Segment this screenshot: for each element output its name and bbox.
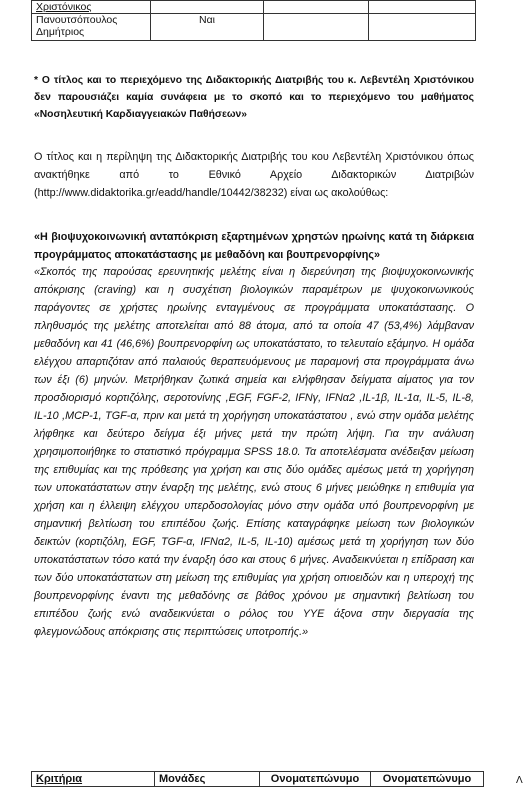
footnote: * Ο τίτλος και το περιεχόμενο της Διδακτορικής Διατριβής του κ. Λεβεντέλη Χριστόνικου δεν παρουσιάζει καμία συνάφεια με το σκοπό και το περιεχόμενο του μαθήματος «Νοσηλευτική Καρδιαγγειακών Παθήσεων» [34, 75, 474, 120]
empty-cell [369, 1, 476, 14]
answer-cell [151, 1, 264, 14]
empty-cell [264, 14, 369, 41]
empty-cell [369, 14, 476, 41]
table-header-row [32, 772, 484, 787]
member-name-cell: Πανουτσόπουλος Δημήτριος [32, 14, 151, 41]
criteria-table [31, 771, 484, 787]
header-name-2: Ονοματεπώνυμο [371, 772, 484, 787]
empty-cell [264, 1, 369, 14]
table-row [32, 1, 476, 14]
intro-paragraph: Ο τίτλος και η περίληψη της Διδακτορικής Διατριβής του κου Λεβεντέλη Χριστόνικου όπως ανακτήθηκε από το Εθνικό Αρχείο Διδακτορικών Διατριβών (http://www.didaktorika.gr/eadd/handle/10442/38232) είναι ως ακολούθως: [34, 151, 474, 199]
members-table [31, 0, 476, 41]
thesis-abstract: «Σκοπός της παρούσας ερευνητικής μελέτης είναι η διερεύνηση της βιοψυχοκοινωνικής απόκρισης (craving) και η συσχέτιση βιολογικών παραμέτρων με ψυχοκοινωνικούς παράγοντες σε χρήστες ηρωίνης ενταγμένους σε προγράμματα υποκατάστασης. Ο πληθυσμός της μελέτης αποτελείται από 88 άτομα, από τα οποία 47 (53,4%) λάμβαναν μεθαδόνη και 41 (46,6%) βουπρενορφίνη ως υποκατάστατο, το τελευταίο εξάμηνο. Η ομάδα ελέγχου απαρτιζόταν από παλαιούς θεραπευόμενους με παραμονή στα προγράμματα άνω των έξι (6) μηνών. Μετρήθηκαν ζωτικά σημεία και ελήφθησαν δείγματα αίματος για τον προσδιορισμό κορτιζόλης, σεροτονίνης ,EGF, FGF-2, IFNγ, IFNα2 ,IL-1β, IL-1α, IL-5, IL-8, IL-10 ,MCP-1, TGF-α, πριν και μετά τη χορήγηση υποκατάστατου , ενώ στην ομάδα μελέτης λήφθηκε και δεύτερο δείγμα έξι μήνες μετά την πρώτη λήψη. Για την ανάλυση χρησιμοποιήθηκε το στατιστικό πρόγραμμα SPSS 18.0. Τα αποτελέσματα ανέδειξαν μείωση της επιθυμίας και της πρόθεσης για χρήση και στις δύο ομάδες αμέσως μετά τη χορήγηση των υποκατάστατων στην έναρξη της μελέτης, ενώ στους 6 μήνες μειώθηκε η επιθυμία για χρήση και η έλλειψη ελέγχου υπερδοσολογίας μόνο στην ομάδα υπό βουπρενορφίνη με σημαντική βελτίωση του επιπέδου ζωής. Επίσης καταγράφηκε μείωση των βιολογικών δεικτών (κορτιζόλη, EGF, TGF-α, IFNα2, IL-5, IL-10) αμέσως μετά τη χορήγηση των δύο υποκατάστατων τόσο κατά την έναρξη όσο και στους 6 μήνες. Αναδεικνύεται η επίδραση και των δύο υποκατάστατων στη μείωση της επιθυμίας για χρήση οπιοειδών και η υπεροχή της βουπρενορφίνης έναντι της μεθαδόνης σε βάθος χρόνου με σημαντική βελτίωση του επιπέδου ζωής ενώ αναδεικνύεται ο ρόλος του ΥΥΕ άξονα στην διεργασία της φλεγμονώδους απόκρισης στις περιπτώσεις υποτροπής.» [34, 266, 474, 638]
page-marker: Λ [516, 775, 523, 786]
thesis-title: «Η βιοψυχοκοινωνική ανταπόκριση εξαρτημένων χρηστών ηρωίνης κατά τη διάρκεια προγράμματος αποκατάστασης με μεθαδόνη και βουπρενορφίνης» [34, 231, 474, 261]
table-row [32, 14, 476, 41]
header-name-1: Ονοματεπώνυμο [260, 772, 371, 787]
header-criteria: Κριτήρια [32, 772, 155, 787]
answer-cell: Ναι [151, 14, 264, 41]
member-name-cell: Χριστόνικος [32, 1, 151, 14]
header-units: Μονάδες [155, 772, 260, 787]
